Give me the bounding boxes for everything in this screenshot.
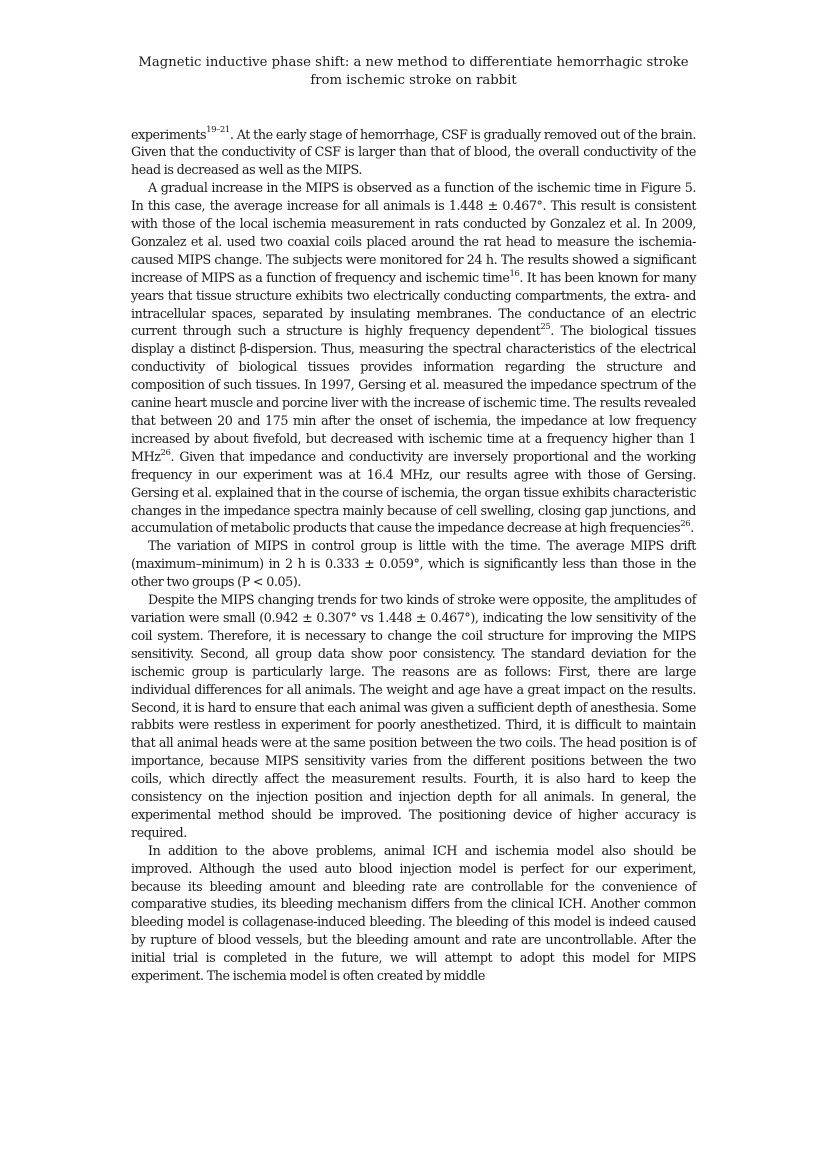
body-paragraph	[131, 537, 696, 591]
paragraph-text: experiments	[131, 126, 207, 142]
citation-superscript: 26	[160, 447, 171, 458]
paragraph-text: . It has been known for many years that tissue structure exhibits two electrically conducting compartments, the extra- and intracellular spaces, separated by insulating membranes. The conductance of an electric current through such a structure is highly frequency dependent	[131, 269, 696, 339]
paragraph-text: .	[690, 520, 694, 536]
paragraph-text: A gradual increase in the MIPS is observed as a function of the ischemic time in Figure 5. In this case, the average increase for all animals is 1.448 ± 0.467°. This result is consistent with those of the local ischemia measurement in rats conducted by Gonzalez et al. In 2009, Gonzalez et al. used two coaxial coils placed around the rat head to measure the ischemia-caused MIPS change. The subjects were monitored for 24 h. The results showed a significant increase of MIPS as a function of frequency and ischemic time	[131, 180, 696, 285]
citation-superscript: 19–21	[206, 125, 230, 136]
body-paragraph	[131, 842, 696, 985]
header-title-line-2: from ischemic stroke on rabbit	[310, 73, 517, 88]
body-text	[131, 126, 696, 986]
body-paragraph	[131, 179, 696, 537]
citation-superscript: 25	[540, 322, 551, 333]
running-header	[0, 54, 827, 90]
body-paragraph	[131, 126, 696, 180]
paragraph-text: In addition to the above problems, animal ICH and ischemia model also should be improved. Although the used auto blood injection model is perfect for our experiment, because its bleeding amount and bleeding rate are controllable for the convenience of comparative studies, its bleeding mechanism differs from the clinical ICH. Another common bleeding model is collagenase-induced bleeding. The bleeding of this model is indeed caused by rupture of blood vessels, but the bleeding amount and rate are uncontrollable. After the initial trial is completed in the future, we will attempt to adopt this model for MIPS experiment. The ischemia model is often created by middle	[131, 842, 696, 984]
paragraph-text: The variation of MIPS in control group is little with the time. The average MIPS drift (maximum–minimum) in 2 h is 0.333 ± 0.059°, which is significantly less than those in the other two groups (P < 0.05).	[131, 538, 696, 590]
citation-superscript: 26	[680, 519, 691, 530]
header-title-line-1: Magnetic inductive phase shift: a new method to differentiate hemorrhagic stroke	[138, 55, 689, 70]
paragraph-text: . At the early stage of hemorrhage, CSF is gradually removed out of the brain. Given that the conductivity of CSF is larger than that of blood, the overall conductivity of the head is decreased as well as the MIPS.	[131, 126, 696, 178]
citation-superscript: 16	[509, 268, 520, 279]
paragraph-text: . Given that impedance and conductivity are inversely proportional and the working frequency in our experiment was at 16.4 MHz, our results agree with those of Gersing. Gersing et al. explained that in the course of ischemia, the organ tissue exhibits characteristic changes in the impedance spectra mainly because of cell swelling, closing gap junctions, and accumulation of metabolic products that cause the impedance decrease at high frequencies	[131, 448, 696, 536]
paragraph-text: Despite the MIPS changing trends for two kinds of stroke were opposite, the amplitudes of variation were small (0.942 ± 0.307° vs 1.448 ± 0.467°), indicating the low sensitivity of the coil system. Therefore, it is necessary to change the coil structure for improving the MIPS sensitivity. Second, all group data show poor consistency. The standard deviation for the ischemic group is particularly large. The reasons are as follows: First, there are large individual differences for all animals. The weight and age have a great impact on the results. Second, it is hard to ensure that each animal was given a sufficient depth of anesthesia. Some rabbits were restless in experiment for poorly anesthetized. Third, it is difficult to maintain that all animal heads were at the same position between the two coils. The head position is of importance, because MIPS sensitivity varies from the different positions between the two coils, which directly affect the measurement results. Fourth, it is also hard to keep the consistency on the injection position and injection depth for all animals. In general, the experimental method should be improved. The positioning device of higher accuracy is required.	[131, 592, 696, 840]
paragraph-text: . The biological tissues display a distinct β-dispersion. Thus, measuring the spectral characteristics of the electrical conductivity of biological tissues provides information regarding the structure and composition of such tissues. In 1997, Gersing et al. measured the impedance spectrum of the canine heart muscle and porcine liver with the increase of ischemic time. The results revealed that between 20 and 175 min after the onset of ischemia, the impedance at low frequency increased by about fivefold, but decreased with ischemic time at a frequency higher than 1 MHz	[131, 323, 696, 464]
body-paragraph	[131, 591, 696, 842]
